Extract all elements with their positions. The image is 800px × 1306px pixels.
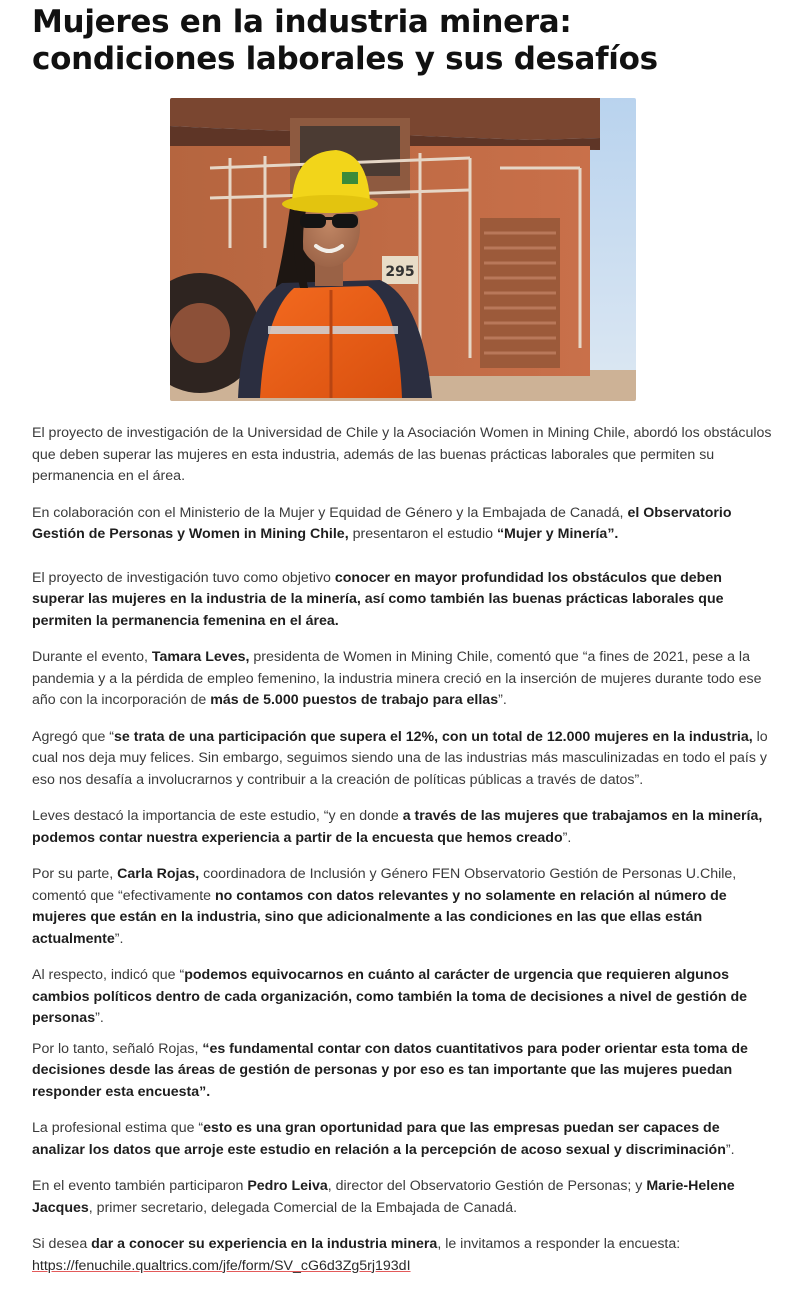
paragraph-carla-rojas: Por su parte, Carla Rojas, coordinadora de Inclusión y Género FEN Observatorio Gestión de Personas U.Chile, comentó que “efectivamente no contamos con datos relevantes y no solamente en relación al número de mujeres que están en la industria, sino que adicionalmente a las condiciones en las que ellas están actualmente”. — [32, 866, 737, 947]
paragraph-objective: El proyecto de investigación tuvo como objetivo conocer en mayor profundidad los obstáculos que deben superar las mujeres en la industria de la minería, así como también las buenas prácticas laborales que permiten la permanencia femenina en el área. — [32, 569, 724, 629]
survey-link[interactable]: https://fenuchile.qualtrics.com/jfe/form/SV_cG6d3Zg5rj193dI — [32, 1257, 411, 1274]
paragraph-collaboration: En colaboración con el Ministerio de la Mujer y Equidad de Género y la Embajada de Canadá, el Observatorio Gestión de Personas y Women in Mining Chile, presentaron el estudio “Mujer y Minería”. — [32, 504, 732, 542]
paragraph-participants: En el evento también participaron Pedro Leiva, director del Observatorio Gestión de Personas; y Marie-Helene Jacques, primer secretario, delegada Comercial de la Embajada de Canadá. — [32, 1178, 735, 1216]
paragraph-study-importance: Leves destacó la importancia de este estudio, “y en donde a través de las mujeres que trabajamos en la minería, podemos contar nuestra experiencia a partir de la encuesta que hemos creado”. — [32, 808, 763, 846]
hero-image — [170, 98, 636, 401]
article-body — [32, 423, 772, 1277]
paragraph-tamara-leves: Durante el evento, Tamara Leves, presidenta de Women in Mining Chile, comentó que “a fines de 2021, pese a la pandemia y a la pérdida de empleo femenino, la industria minera creció en la inserción de mujeres durante todo ese año con la incorporación de más de 5.000 puestos de trabajo para ellas”. — [32, 649, 762, 708]
paragraph-urgency: Al respecto, indicó que “podemos equivocarnos en cuánto al carácter de urgencia que requieren algunos cambios políticos dentro de cada organización, como también la toma de decisiones a nivel de gestión de personas”. — [32, 967, 748, 1026]
paragraph-intro: El proyecto de investigación de la Universidad de Chile y la Asociación Women in Mining Chile, abordó los obstáculos que deben superar las mujeres en esta industria, además de las buenas prácticas laborales que permiten su permanencia en el área. — [32, 425, 772, 484]
paragraph-participation: Agregó que “se trata de una participación que supera el 12%, con un total de 12.000 mujeres en la industria, lo cual nos deja muy felices. Sin embargo, seguimos siendo una de las industrias más masculinizadas en todo el país y eso nos desafía a involucrarnos y contribuir a la creación de políticas públicas a través de datos”. — [32, 728, 768, 788]
truck-number: 295 — [385, 264, 415, 280]
paragraph-quantitative-data: Por lo tanto, señaló Rojas, “es fundamental contar con datos cuantitativos para poder orientar esta toma de decisiones desde las áreas de gestión de personas y por eso es tan importante que las mujeres puedan responder esta encuesta”. — [32, 1040, 748, 1100]
paragraph-opportunity: La profesional estima que “esto es una gran oportunidad para que las empresas puedan ser capaces de analizar los datos que arroje este estudio en relación a la percepción de acoso sexual y discriminación”. — [32, 1120, 735, 1158]
article-title: Mujeres en la industria minera: condiciones laborales y sus desafíos — [32, 4, 658, 77]
paragraph-survey-invite: Si desea dar a conocer su experiencia en la industria minera, le invitamos a responder la encuesta: https://fenuchile.qualtrics.com/jfe/form/SV_cG6d3Zg5rj193dI — [32, 1236, 681, 1274]
